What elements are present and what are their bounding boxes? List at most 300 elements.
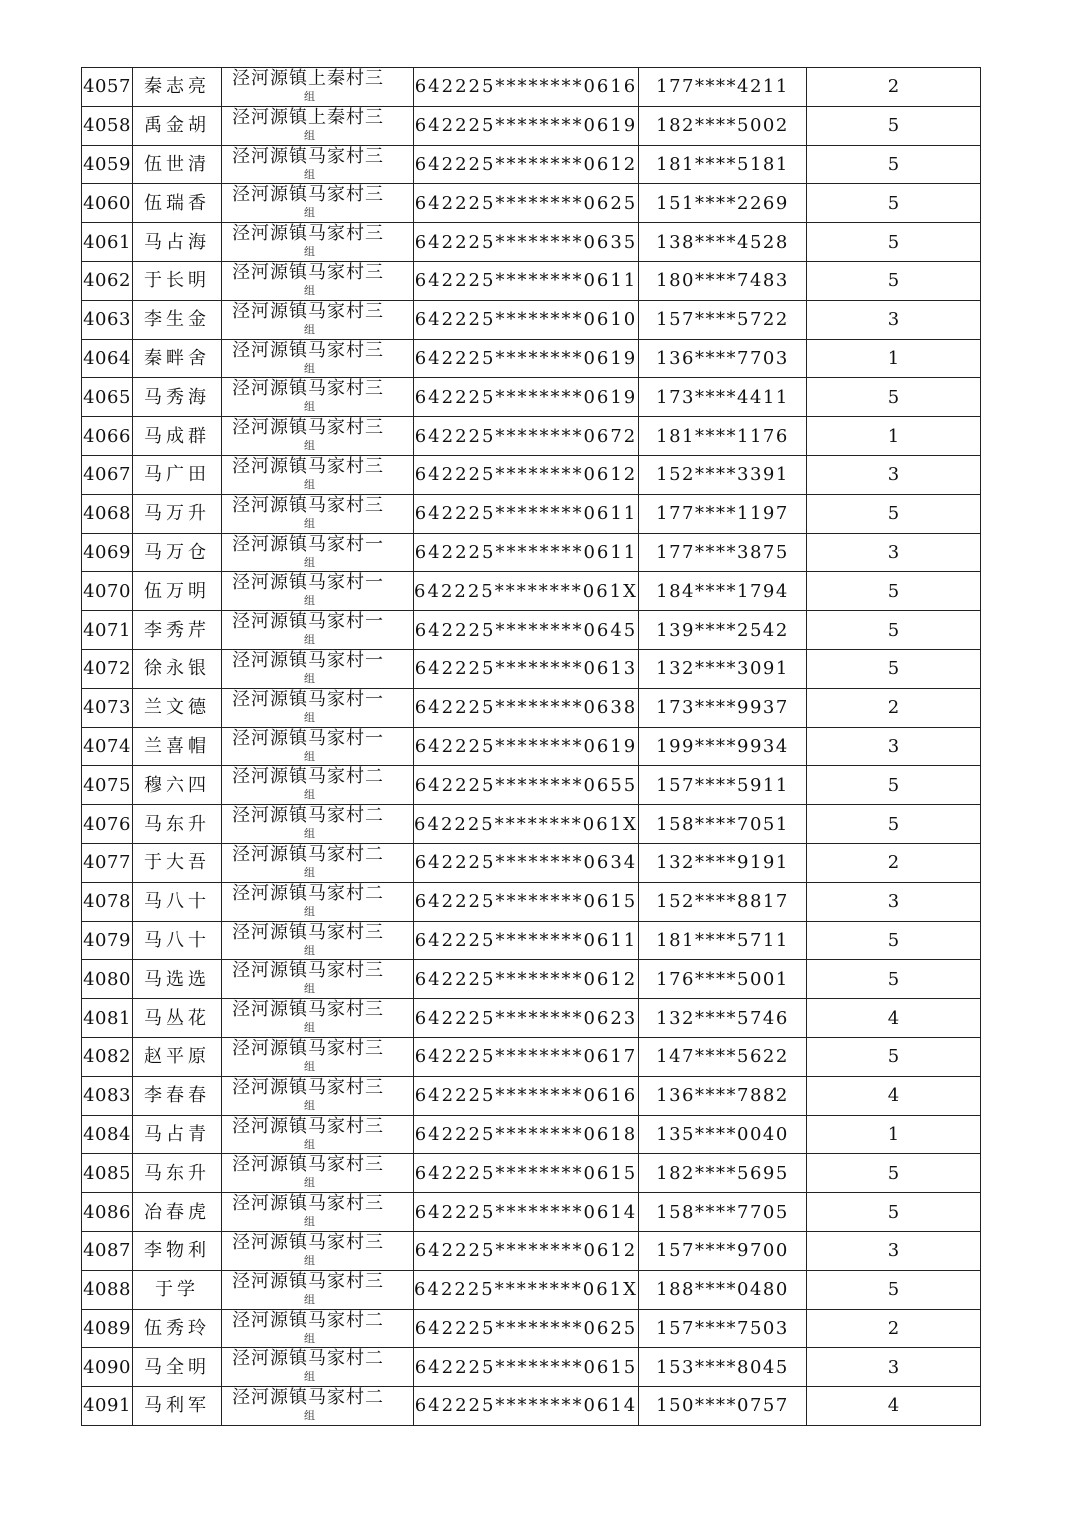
household-count-cell: 5 xyxy=(807,921,981,960)
name-cell: 马占青 xyxy=(133,1115,222,1154)
name-cell: 马八十 xyxy=(133,921,222,960)
address-overflow-text: 组 xyxy=(304,982,316,996)
id-number-cell: 642225********0614 xyxy=(414,1193,639,1232)
row-number-cell: 4062 xyxy=(82,261,133,300)
address-cell xyxy=(222,455,414,494)
id-number-cell: 642225********061X xyxy=(414,805,639,844)
name-cell: 马选选 xyxy=(133,960,222,999)
household-count-cell: 5 xyxy=(807,1270,981,1309)
phone-cell: 177****1197 xyxy=(639,494,807,533)
address-overflow-text: 组 xyxy=(304,1137,316,1151)
address-overflow-text: 组 xyxy=(304,516,316,530)
household-count-cell: 2 xyxy=(807,843,981,882)
address-text: 泾河源镇马家村三 xyxy=(232,261,384,283)
phone-cell: 173****9937 xyxy=(639,688,807,727)
name-cell: 马占海 xyxy=(133,223,222,262)
household-count-cell: 1 xyxy=(807,339,981,378)
table-row xyxy=(82,1231,981,1270)
table-row xyxy=(82,727,981,766)
address-overflow-text: 组 xyxy=(304,322,316,336)
table-row xyxy=(82,223,981,262)
table-row xyxy=(82,999,981,1038)
id-number-cell: 642225********0613 xyxy=(414,649,639,688)
phone-cell: 139****2542 xyxy=(639,611,807,650)
phone-cell: 136****7882 xyxy=(639,1076,807,1115)
household-count-cell: 5 xyxy=(807,494,981,533)
address-text: 泾河源镇马家村三 xyxy=(232,960,384,982)
id-number-cell: 642225********0616 xyxy=(414,1076,639,1115)
row-number-cell: 4089 xyxy=(82,1309,133,1348)
row-number-cell: 4086 xyxy=(82,1193,133,1232)
table-row xyxy=(82,611,981,650)
household-count-cell: 5 xyxy=(807,1037,981,1076)
id-number-cell: 642225********061X xyxy=(414,1270,639,1309)
id-number-cell: 642225********0611 xyxy=(414,921,639,960)
id-number-cell: 642225********0611 xyxy=(414,494,639,533)
row-number-cell: 4088 xyxy=(82,1270,133,1309)
phone-cell: 181****5711 xyxy=(639,921,807,960)
table-row xyxy=(82,805,981,844)
household-count-cell: 5 xyxy=(807,960,981,999)
address-overflow-text: 组 xyxy=(304,1059,316,1073)
address-overflow-text: 组 xyxy=(304,439,316,453)
name-cell: 马东升 xyxy=(133,1154,222,1193)
household-count-cell: 3 xyxy=(807,1348,981,1387)
name-cell: 禹金胡 xyxy=(133,106,222,145)
table-row xyxy=(82,1309,981,1348)
row-number-cell: 4070 xyxy=(82,572,133,611)
address-text: 泾河源镇马家村三 xyxy=(232,184,384,206)
row-number-cell: 4073 xyxy=(82,688,133,727)
address-cell xyxy=(222,1348,414,1387)
row-number-cell: 4057 xyxy=(82,68,133,107)
address-overflow-text: 组 xyxy=(304,206,316,220)
phone-cell: 180****7483 xyxy=(639,261,807,300)
address-cell xyxy=(222,378,414,417)
phone-cell: 151****2269 xyxy=(639,184,807,223)
household-count-cell: 3 xyxy=(807,300,981,339)
phone-cell: 152****8817 xyxy=(639,882,807,921)
address-text: 泾河源镇马家村三 xyxy=(232,1037,384,1059)
address-overflow-text: 组 xyxy=(304,167,316,181)
table-row xyxy=(82,417,981,456)
address-overflow-text: 组 xyxy=(304,1409,316,1423)
phone-cell: 132****9191 xyxy=(639,843,807,882)
row-number-cell: 4083 xyxy=(82,1076,133,1115)
id-number-cell: 642225********0672 xyxy=(414,417,639,456)
row-number-cell: 4075 xyxy=(82,766,133,805)
name-cell: 李生金 xyxy=(133,300,222,339)
name-cell: 伍秀玲 xyxy=(133,1309,222,1348)
address-text: 泾河源镇上秦村三 xyxy=(232,106,384,128)
id-number-cell: 642225********0619 xyxy=(414,378,639,417)
table-row xyxy=(82,843,981,882)
household-count-cell: 5 xyxy=(807,378,981,417)
table-row xyxy=(82,766,981,805)
address-overflow-text: 组 xyxy=(304,1292,316,1306)
address-cell xyxy=(222,766,414,805)
name-cell: 马成群 xyxy=(133,417,222,456)
row-number-cell: 4087 xyxy=(82,1231,133,1270)
phone-cell: 152****3391 xyxy=(639,455,807,494)
address-overflow-text: 组 xyxy=(304,904,316,918)
address-overflow-text: 组 xyxy=(304,594,316,608)
address-text: 泾河源镇马家村一 xyxy=(232,649,384,671)
name-cell: 于长明 xyxy=(133,261,222,300)
table-row xyxy=(82,572,981,611)
phone-cell: 181****1176 xyxy=(639,417,807,456)
household-count-cell: 3 xyxy=(807,533,981,572)
name-cell: 兰文德 xyxy=(133,688,222,727)
address-cell xyxy=(222,572,414,611)
address-text: 泾河源镇马家村二 xyxy=(232,1348,384,1370)
name-cell: 秦志亮 xyxy=(133,68,222,107)
household-count-cell: 5 xyxy=(807,1193,981,1232)
household-count-cell: 5 xyxy=(807,572,981,611)
phone-cell: 158****7705 xyxy=(639,1193,807,1232)
household-count-cell: 2 xyxy=(807,688,981,727)
phone-cell: 184****1794 xyxy=(639,572,807,611)
table-row xyxy=(82,184,981,223)
address-text: 泾河源镇马家村二 xyxy=(232,882,384,904)
address-overflow-text: 组 xyxy=(304,400,316,414)
address-overflow-text: 组 xyxy=(304,633,316,647)
address-cell xyxy=(222,882,414,921)
table-row xyxy=(82,1115,981,1154)
table-row xyxy=(82,1154,981,1193)
table-row xyxy=(82,106,981,145)
row-number-cell: 4069 xyxy=(82,533,133,572)
table-row xyxy=(82,378,981,417)
row-number-cell: 4063 xyxy=(82,300,133,339)
phone-cell: 135****0040 xyxy=(639,1115,807,1154)
address-text: 泾河源镇马家村三 xyxy=(232,223,384,245)
name-cell: 冶春虎 xyxy=(133,1193,222,1232)
address-cell xyxy=(222,1115,414,1154)
row-number-cell: 4058 xyxy=(82,106,133,145)
address-text: 泾河源镇马家村三 xyxy=(232,921,384,943)
address-cell xyxy=(222,261,414,300)
phone-cell: 158****7051 xyxy=(639,805,807,844)
address-cell xyxy=(222,1154,414,1193)
name-cell: 马利军 xyxy=(133,1387,222,1426)
address-overflow-text: 组 xyxy=(304,128,316,142)
table-row xyxy=(82,261,981,300)
address-text: 泾河源镇马家村三 xyxy=(232,339,384,361)
row-number-cell: 4068 xyxy=(82,494,133,533)
address-cell xyxy=(222,999,414,1038)
table-row xyxy=(82,494,981,533)
address-overflow-text: 组 xyxy=(304,1021,316,1035)
phone-cell: 176****5001 xyxy=(639,960,807,999)
id-number-cell: 642225********0619 xyxy=(414,339,639,378)
address-overflow-text: 组 xyxy=(304,749,316,763)
name-cell: 马广田 xyxy=(133,455,222,494)
table-row xyxy=(82,533,981,572)
address-overflow-text: 组 xyxy=(304,1331,316,1345)
address-text: 泾河源镇马家村三 xyxy=(232,145,384,167)
address-cell xyxy=(222,1231,414,1270)
phone-cell: 182****5695 xyxy=(639,1154,807,1193)
address-cell xyxy=(222,649,414,688)
household-count-cell: 2 xyxy=(807,1309,981,1348)
id-number-cell: 642225********0611 xyxy=(414,261,639,300)
id-number-cell: 642225********0655 xyxy=(414,766,639,805)
id-number-cell: 642225********0612 xyxy=(414,960,639,999)
address-text: 泾河源镇马家村三 xyxy=(232,455,384,477)
name-cell: 赵平原 xyxy=(133,1037,222,1076)
household-count-cell: 2 xyxy=(807,68,981,107)
name-cell: 马丛花 xyxy=(133,999,222,1038)
name-cell: 于大吾 xyxy=(133,843,222,882)
address-cell xyxy=(222,106,414,145)
address-overflow-text: 组 xyxy=(304,555,316,569)
address-cell xyxy=(222,1387,414,1426)
name-cell: 马东升 xyxy=(133,805,222,844)
table-row xyxy=(82,1193,981,1232)
address-text: 泾河源镇马家村二 xyxy=(232,1387,384,1409)
address-text: 泾河源镇马家村一 xyxy=(232,611,384,633)
address-overflow-text: 组 xyxy=(304,90,316,103)
address-overflow-text: 组 xyxy=(304,1215,316,1229)
household-count-cell: 3 xyxy=(807,882,981,921)
row-number-cell: 4066 xyxy=(82,417,133,456)
household-count-cell: 5 xyxy=(807,766,981,805)
id-number-cell: 642225********0638 xyxy=(414,688,639,727)
row-number-cell: 4076 xyxy=(82,805,133,844)
id-number-cell: 642225********0625 xyxy=(414,184,639,223)
table-row xyxy=(82,960,981,999)
table-row xyxy=(82,649,981,688)
name-cell: 马全明 xyxy=(133,1348,222,1387)
address-text: 泾河源镇马家村三 xyxy=(232,1193,384,1215)
phone-cell: 182****5002 xyxy=(639,106,807,145)
address-overflow-text: 组 xyxy=(304,245,316,259)
id-number-cell: 642225********0610 xyxy=(414,300,639,339)
table-row xyxy=(82,1387,981,1426)
row-number-cell: 4059 xyxy=(82,145,133,184)
row-number-cell: 4064 xyxy=(82,339,133,378)
id-number-cell: 642225********0612 xyxy=(414,1231,639,1270)
address-cell xyxy=(222,1193,414,1232)
household-count-cell: 5 xyxy=(807,805,981,844)
address-text: 泾河源镇马家村二 xyxy=(232,1309,384,1331)
address-cell xyxy=(222,1037,414,1076)
table-row xyxy=(82,68,981,107)
address-text: 泾河源镇马家村一 xyxy=(232,572,384,594)
address-overflow-text: 组 xyxy=(304,671,316,685)
id-number-cell: 642225********0612 xyxy=(414,145,639,184)
household-count-cell: 3 xyxy=(807,455,981,494)
phone-cell: 157****7503 xyxy=(639,1309,807,1348)
address-overflow-text: 组 xyxy=(304,710,316,724)
row-number-cell: 4090 xyxy=(82,1348,133,1387)
address-cell xyxy=(222,921,414,960)
address-text: 泾河源镇上秦村三 xyxy=(232,68,384,89)
address-cell xyxy=(222,223,414,262)
address-cell xyxy=(222,184,414,223)
address-text: 泾河源镇马家村二 xyxy=(232,805,384,827)
address-text: 泾河源镇马家村二 xyxy=(232,843,384,865)
household-count-cell: 5 xyxy=(807,611,981,650)
address-cell xyxy=(222,533,414,572)
table-row xyxy=(82,1348,981,1387)
id-number-cell: 642225********0614 xyxy=(414,1387,639,1426)
phone-cell: 157****5722 xyxy=(639,300,807,339)
table-row xyxy=(82,300,981,339)
phone-cell: 157****9700 xyxy=(639,1231,807,1270)
phone-cell: 157****5911 xyxy=(639,766,807,805)
row-number-cell: 4077 xyxy=(82,843,133,882)
address-cell xyxy=(222,805,414,844)
household-count-cell: 5 xyxy=(807,261,981,300)
id-number-cell: 642225********0635 xyxy=(414,223,639,262)
name-cell: 穆六四 xyxy=(133,766,222,805)
household-count-cell: 3 xyxy=(807,727,981,766)
address-text: 泾河源镇马家村三 xyxy=(232,417,384,439)
table-row xyxy=(82,1037,981,1076)
household-count-cell: 1 xyxy=(807,417,981,456)
row-number-cell: 4079 xyxy=(82,921,133,960)
address-text: 泾河源镇马家村三 xyxy=(232,1154,384,1176)
name-cell: 伍瑞香 xyxy=(133,184,222,223)
household-count-cell: 3 xyxy=(807,1231,981,1270)
address-text: 泾河源镇马家村三 xyxy=(232,378,384,400)
address-overflow-text: 组 xyxy=(304,1098,316,1112)
row-number-cell: 4071 xyxy=(82,611,133,650)
table-row xyxy=(82,1270,981,1309)
row-number-cell: 4078 xyxy=(82,882,133,921)
table-row xyxy=(82,688,981,727)
id-number-cell: 642225********0615 xyxy=(414,882,639,921)
table-row xyxy=(82,455,981,494)
phone-cell: 188****0480 xyxy=(639,1270,807,1309)
address-cell xyxy=(222,1076,414,1115)
address-text: 泾河源镇马家村三 xyxy=(232,999,384,1021)
roster-table xyxy=(81,67,981,1426)
row-number-cell: 4060 xyxy=(82,184,133,223)
household-count-cell: 5 xyxy=(807,223,981,262)
row-number-cell: 4072 xyxy=(82,649,133,688)
phone-cell: 132****3091 xyxy=(639,649,807,688)
id-number-cell: 642225********061X xyxy=(414,572,639,611)
address-cell xyxy=(222,300,414,339)
phone-cell: 181****5181 xyxy=(639,145,807,184)
row-number-cell: 4091 xyxy=(82,1387,133,1426)
table-row xyxy=(82,145,981,184)
table-row xyxy=(82,882,981,921)
household-count-cell: 4 xyxy=(807,1076,981,1115)
address-overflow-text: 组 xyxy=(304,1370,316,1384)
address-overflow-text: 组 xyxy=(304,477,316,491)
address-cell xyxy=(222,1270,414,1309)
household-count-cell: 4 xyxy=(807,1387,981,1426)
name-cell: 伍世清 xyxy=(133,145,222,184)
phone-cell: 150****0757 xyxy=(639,1387,807,1426)
id-number-cell: 642225********0615 xyxy=(414,1154,639,1193)
id-number-cell: 642225********0619 xyxy=(414,106,639,145)
row-number-cell: 4080 xyxy=(82,960,133,999)
address-text: 泾河源镇马家村一 xyxy=(232,533,384,555)
address-overflow-text: 组 xyxy=(304,943,316,957)
name-cell: 秦畔舍 xyxy=(133,339,222,378)
name-cell: 马秀海 xyxy=(133,378,222,417)
address-overflow-text: 组 xyxy=(304,1176,316,1190)
household-count-cell: 4 xyxy=(807,999,981,1038)
row-number-cell: 4061 xyxy=(82,223,133,262)
household-count-cell: 1 xyxy=(807,1115,981,1154)
address-overflow-text: 组 xyxy=(304,788,316,802)
phone-cell: 138****4528 xyxy=(639,223,807,262)
row-number-cell: 4082 xyxy=(82,1037,133,1076)
household-count-cell: 5 xyxy=(807,145,981,184)
name-cell: 李春春 xyxy=(133,1076,222,1115)
row-number-cell: 4074 xyxy=(82,727,133,766)
id-number-cell: 642225********0617 xyxy=(414,1037,639,1076)
id-number-cell: 642225********0619 xyxy=(414,727,639,766)
name-cell: 兰喜帽 xyxy=(133,727,222,766)
phone-cell: 177****3875 xyxy=(639,533,807,572)
name-cell: 马八十 xyxy=(133,882,222,921)
household-count-cell: 5 xyxy=(807,1154,981,1193)
id-number-cell: 642225********0615 xyxy=(414,1348,639,1387)
name-cell: 马万仓 xyxy=(133,533,222,572)
address-cell xyxy=(222,688,414,727)
address-text: 泾河源镇马家村三 xyxy=(232,1115,384,1137)
address-text: 泾河源镇马家村三 xyxy=(232,1231,384,1253)
name-cell: 伍万明 xyxy=(133,572,222,611)
household-count-cell: 5 xyxy=(807,184,981,223)
address-text: 泾河源镇马家村二 xyxy=(232,766,384,788)
address-cell xyxy=(222,843,414,882)
address-cell xyxy=(222,1309,414,1348)
phone-cell: 153****8045 xyxy=(639,1348,807,1387)
id-number-cell: 642225********0616 xyxy=(414,68,639,107)
address-overflow-text: 组 xyxy=(304,1253,316,1267)
address-overflow-text: 组 xyxy=(304,865,316,879)
address-cell xyxy=(222,68,414,107)
phone-cell: 177****4211 xyxy=(639,68,807,107)
table-row xyxy=(82,339,981,378)
address-text: 泾河源镇马家村三 xyxy=(232,300,384,322)
name-cell: 李物利 xyxy=(133,1231,222,1270)
phone-cell: 136****7703 xyxy=(639,339,807,378)
phone-cell: 147****5622 xyxy=(639,1037,807,1076)
address-text: 泾河源镇马家村三 xyxy=(232,1076,384,1098)
row-number-cell: 4067 xyxy=(82,455,133,494)
address-cell xyxy=(222,145,414,184)
row-number-cell: 4065 xyxy=(82,378,133,417)
row-number-cell: 4081 xyxy=(82,999,133,1038)
row-number-cell: 4085 xyxy=(82,1154,133,1193)
address-cell xyxy=(222,417,414,456)
address-cell xyxy=(222,339,414,378)
row-number-cell: 4084 xyxy=(82,1115,133,1154)
id-number-cell: 642225********0645 xyxy=(414,611,639,650)
id-number-cell: 642225********0623 xyxy=(414,999,639,1038)
address-overflow-text: 组 xyxy=(304,361,316,375)
name-cell: 马万升 xyxy=(133,494,222,533)
address-overflow-text: 组 xyxy=(304,283,316,297)
phone-cell: 199****9934 xyxy=(639,727,807,766)
phone-cell: 132****5746 xyxy=(639,999,807,1038)
name-cell: 徐永银 xyxy=(133,649,222,688)
table-row xyxy=(82,1076,981,1115)
id-number-cell: 642225********0634 xyxy=(414,843,639,882)
id-number-cell: 642225********0612 xyxy=(414,455,639,494)
address-text: 泾河源镇马家村三 xyxy=(232,494,384,516)
id-number-cell: 642225********0618 xyxy=(414,1115,639,1154)
